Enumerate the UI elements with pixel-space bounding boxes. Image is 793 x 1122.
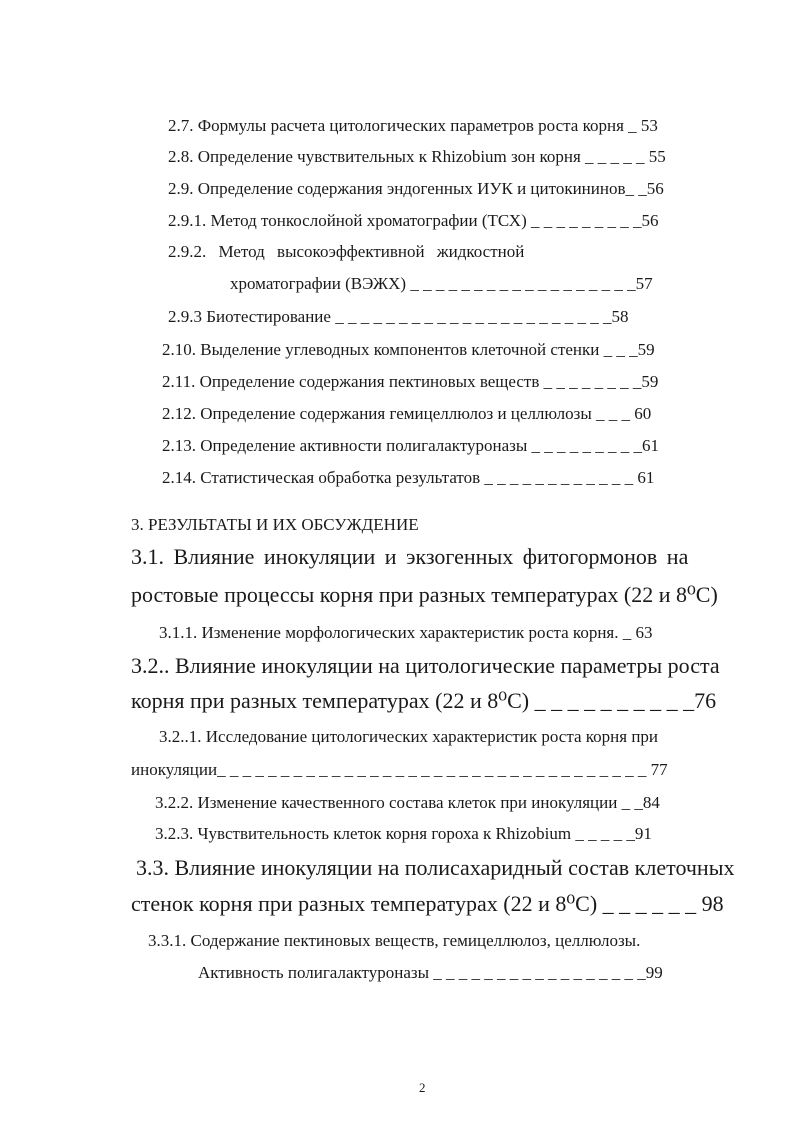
toc-entry-3-2-2: 3.2.2. Изменение качественного состава клеток при инокуляции _ _84 bbox=[155, 793, 660, 812]
toc-entry-2-9: 2.9. Определение содержания эндогенных ИУК и цитокининов_ _56 bbox=[168, 179, 664, 198]
toc-entry-2-8: 2.8. Определение чувствительных к Rhizobium зон корня _ _ _ _ _ 55 bbox=[168, 147, 666, 166]
toc-entry-2-9-2-cont: хроматографии (ВЭЖХ) _ _ _ _ _ _ _ _ _ _ _ _ _ _ _ _ _ _57 bbox=[230, 274, 653, 293]
toc-entry-2-10: 2.10. Выделение углеводных компонентов клеточной стенки _ _ _59 bbox=[162, 340, 655, 359]
toc-entry-2-12: 2.12. Определение содержания гемицеллюлоз и целлюлозы _ _ _ 60 bbox=[162, 404, 652, 423]
toc-entry-2-13: 2.13. Определение активности полигалактуроназы _ _ _ _ _ _ _ _ _61 bbox=[162, 436, 660, 455]
toc-entry-2-14: 2.14. Статистическая обработка результатов _ _ _ _ _ _ _ _ _ _ _ _ 61 bbox=[162, 468, 655, 487]
toc-entry-3-3: 3.3. Влияние инокуляции на полисахаридный состав клеточных bbox=[136, 855, 735, 880]
toc-entry-3-2-cont: корня при разных температурах (22 и 8⁰С) _ _ _ _ _ _ _ _ _ _76 bbox=[131, 688, 717, 713]
page-number: 2 bbox=[419, 1080, 426, 1095]
toc-entry-3-2-1-cont: инокуляции_ _ _ _ _ _ _ _ _ _ _ _ _ _ _ _ _ _ _ _ _ _ _ _ _ _ _ _ _ _ _ _ _ _ 77 bbox=[131, 760, 668, 779]
toc-entry-3-3-cont: стенок корня при разных температурах (22 и 8⁰С) _ _ _ _ _ _ 98 bbox=[131, 891, 724, 916]
toc-entry-3-1-cont: ростовые процессы корня при разных температурах (22 и 8⁰С) bbox=[131, 582, 718, 607]
toc-entry-2-9-2: 2.9.2. Метод высокоэффективной жидкостной bbox=[168, 242, 525, 261]
toc-entry-2-9-3: 2.9.3 Биотестирование _ _ _ _ _ _ _ _ _ _ _ _ _ _ _ _ _ _ _ _ _ _58 bbox=[168, 307, 629, 326]
toc-entry-3-3-1: 3.3.1. Содержание пектиновых веществ, гемицеллюлоз, целлюлозы. bbox=[148, 931, 641, 950]
toc-entry-2-7: 2.7. Формулы расчета цитологических параметров роста корня _ 53 bbox=[168, 116, 658, 135]
section-3-heading: 3. РЕЗУЛЬТАТЫ И ИХ ОБСУЖДЕНИЕ bbox=[131, 515, 419, 534]
toc-entry-3-1-1: 3.1.1. Изменение морфологических характеристик роста корня. _ 63 bbox=[159, 623, 653, 642]
toc-entry-3-3-1-cont: Активность полигалактуроназы _ _ _ _ _ _ _ _ _ _ _ _ _ _ _ _ _99 bbox=[198, 963, 663, 982]
toc-entry-3-2-1: 3.2..1. Исследование цитологических характеристик роста корня при bbox=[159, 727, 659, 746]
toc-entry-3-2: 3.2.. Влияние инокуляции на цитологические параметры роста bbox=[131, 653, 720, 678]
toc-entry-2-9-1: 2.9.1. Метод тонкослойной хроматографии (ТСХ) _ _ _ _ _ _ _ _ _56 bbox=[168, 211, 659, 230]
toc-entry-3-1: 3.1. Влияние инокуляции и экзогенных фитогормонов на bbox=[131, 544, 689, 569]
toc-entry-3-2-3: 3.2.3. Чувствительность клеток корня гороха к Rhizobium _ _ _ _ _91 bbox=[155, 824, 652, 843]
toc-entry-2-11: 2.11. Определение содержания пектиновых веществ _ _ _ _ _ _ _ _59 bbox=[162, 372, 659, 391]
